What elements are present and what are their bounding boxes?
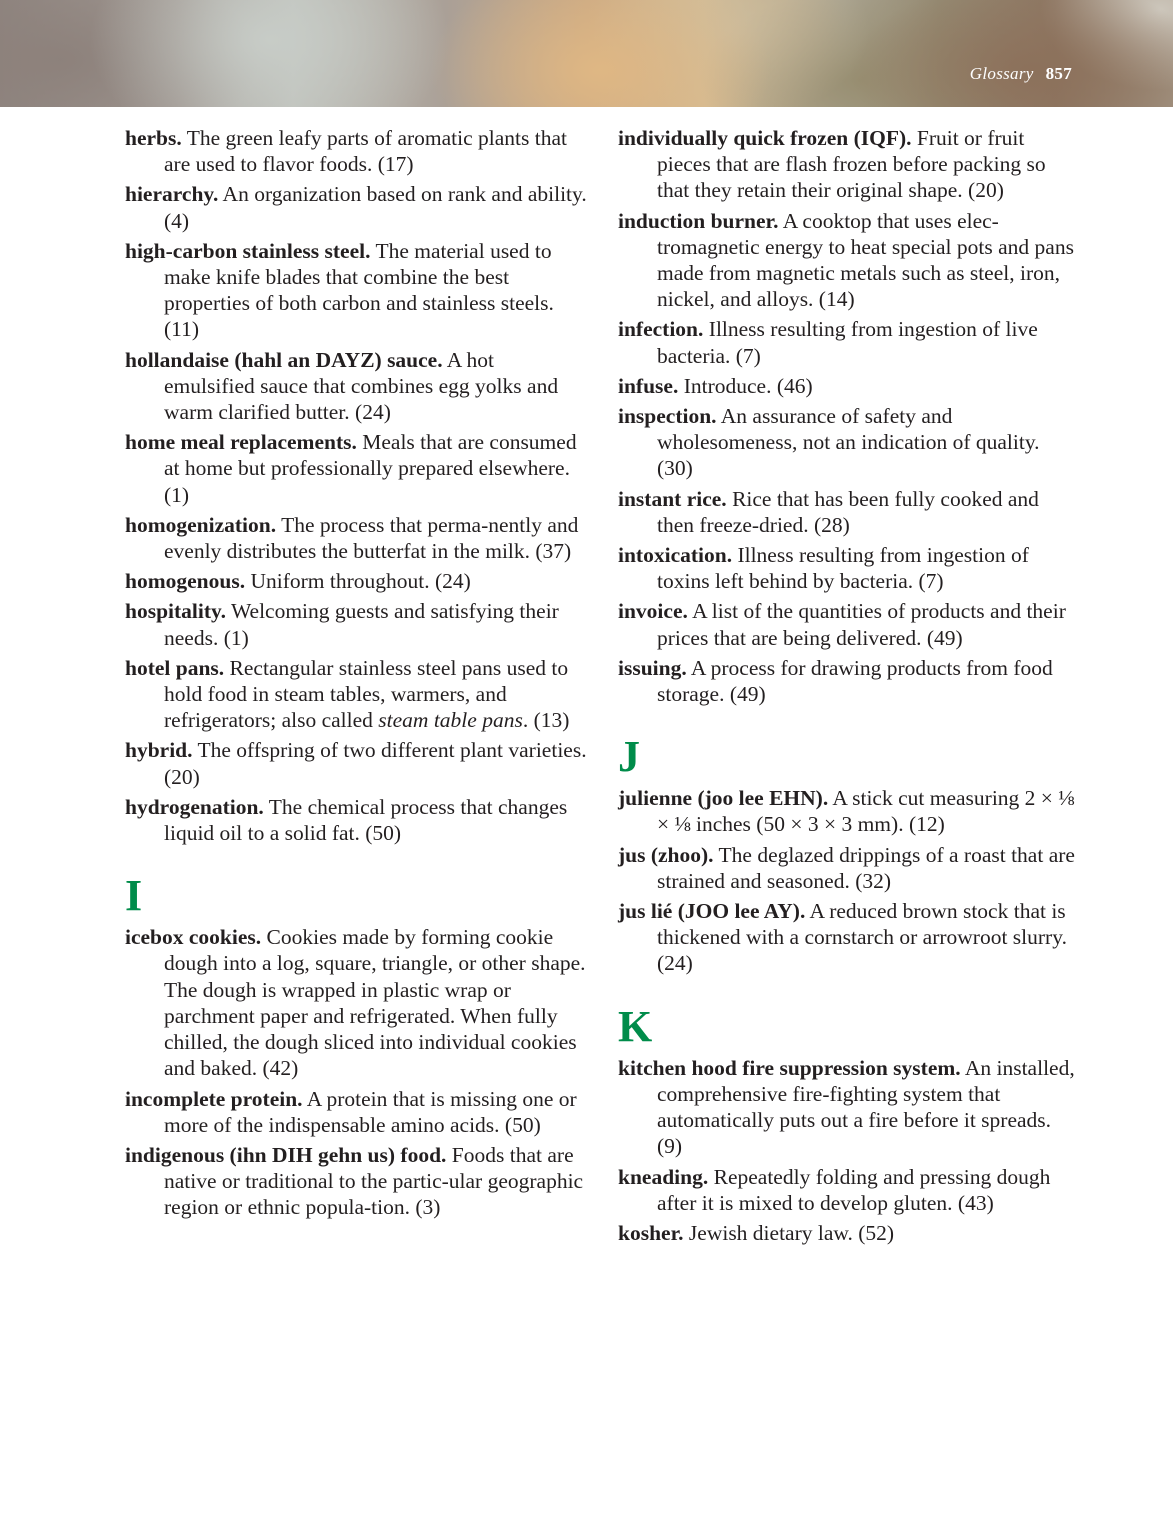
glossary-column-left — [125, 125, 590, 1225]
term: inspection. — [618, 404, 717, 429]
definition: Cookies made by forming cookie dough into a log, square, triangle, or other shape. The dough is wrapped in plastic wrap or parchment paper and refrigerated. When fully chilled, the dough sliced into individual cookies and baked. (42) — [164, 925, 586, 1081]
glossary-entry-herbs — [125, 125, 590, 177]
term: instant rice. — [618, 486, 727, 511]
term: intoxication. — [618, 543, 733, 568]
definition: The process that perma-nently and evenly distributes the butterfat in the milk. (37) — [164, 512, 579, 564]
term: hydrogenation. — [125, 794, 264, 819]
definition: The chemical process that changes liquid oil to a solid fat. (50) — [164, 794, 568, 846]
definition: A hot emulsified sauce that combines egg yolks and warm clarified butter. (24) — [164, 347, 559, 425]
term: incomplete protein. — [125, 1086, 303, 1111]
section-letter-k: K — [618, 1001, 653, 1051]
definition: A stick cut measuring 2 × ⅛ × ⅛ inches (50 × 3 × 3 mm). (12) — [657, 786, 1075, 837]
page-number: 857 — [1045, 64, 1072, 83]
definition: The deglazed drippings of a roast that are strained and seasoned. (32) — [657, 842, 1075, 893]
definition: A list of the quantities of products and their prices that are being delivered. (49) — [657, 599, 1066, 650]
term: hotel pans. — [125, 655, 225, 680]
glossary-column-right — [618, 125, 1078, 1250]
definition: Repeatedly folding and pressing dough after it is mixed to develop gluten. (43) — [657, 1164, 1051, 1215]
glossary-entry-homogenization — [125, 512, 590, 564]
term: invoice. — [618, 599, 688, 624]
glossary-entry-infection — [618, 316, 1078, 368]
section-title: Glossary — [969, 64, 1034, 83]
glossary-entry-hybrid — [125, 737, 590, 789]
glossary-entry-kitchen-hood-fire-suppression-system — [618, 1055, 1078, 1160]
definition: A reduced brown stock that is thickened with a cornstarch or arrowroot slurry. (24) — [657, 899, 1067, 976]
glossary-entry-kosher — [618, 1220, 1078, 1246]
glossary-entry-iqf — [618, 125, 1078, 204]
glossary-entry-invoice — [618, 598, 1078, 650]
glossary-entry-home-meal-replacements — [125, 429, 590, 508]
term: jus lié (JOO lee AY). — [618, 899, 806, 924]
running-head — [970, 64, 1072, 84]
definition: Foods that are native or traditional to the partic-ular geographic region or ethnic popula-tion. (3) — [164, 1142, 584, 1220]
definition: The green leafy parts of aromatic plants that are used to flavor foods. (17) — [164, 126, 568, 177]
glossary-entry-hollandaise-sauce — [125, 347, 590, 426]
term: kitchen hood fire suppression system. — [618, 1055, 961, 1080]
glossary-entry-issuing — [618, 655, 1078, 707]
glossary-entry-icebox-cookies — [125, 924, 590, 1081]
definition: An assurance of safety and wholesomeness, not an indication of quality. (30) — [657, 404, 1040, 481]
term: indigenous (ihn DIH gehn us) food. — [125, 1142, 447, 1167]
definition: Fruit or fruit pieces that are flash frozen before packing so that they retain their original shape. (20) — [657, 126, 1046, 203]
glossary-entry-instant-rice — [618, 486, 1078, 538]
glossary-entry-intoxication — [618, 542, 1078, 594]
term: high-carbon stainless steel. — [125, 238, 371, 263]
definition-end: . (13) — [522, 708, 570, 733]
term: individually quick frozen (IQF). — [618, 126, 912, 150]
glossary-entry-induction-burner — [618, 208, 1078, 313]
definition: Welcoming guests and satisfying their needs. (1) — [164, 599, 559, 650]
section-letter-j: J — [618, 732, 640, 782]
term: hierarchy. — [125, 182, 219, 207]
term: infuse. — [618, 373, 679, 398]
glossary-entry-hospitality — [125, 598, 590, 650]
glossary-entry-hotel-pans — [125, 655, 590, 734]
definition: A process for drawing products from food storage. (49) — [657, 655, 1053, 707]
definition: An installed, comprehensive fire-fighting system that automatically puts out a fire before it spreads. (9) — [657, 1055, 1075, 1159]
term: herbs. — [125, 126, 182, 150]
glossary-entry-hydrogenation — [125, 794, 590, 846]
glossary-entry-infuse — [618, 373, 1078, 399]
term: homogenization. — [125, 512, 277, 537]
term: icebox cookies. — [125, 925, 262, 950]
definition: Introduce. (46) — [678, 373, 813, 398]
glossary-entry-incomplete-protein — [125, 1086, 590, 1138]
definition: Rectangular stainless steel pans used to hold food in steam tables, warmers, and refrigerators; also called — [164, 655, 569, 733]
glossary-entry-indigenous-food — [125, 1142, 590, 1221]
section-letter-i: I — [125, 871, 143, 921]
term: jus (zhoo). — [618, 842, 714, 867]
term: induction burner. — [618, 208, 779, 233]
glossary-entry-julienne — [618, 785, 1078, 837]
definition: Meals that are consumed at home but professionally prepared elsewhere. (1) — [164, 430, 577, 507]
term: home meal replacements. — [125, 430, 357, 455]
definition: Uniform throughout. (24) — [245, 569, 471, 594]
glossary-entry-high-carbon-stainless-steel — [125, 238, 590, 343]
term: issuing. — [618, 655, 687, 680]
definition: Illness resulting from ingestion of toxins left behind by bacteria. (7) — [657, 543, 1029, 594]
glossary-entry-hierarchy — [125, 181, 590, 233]
term: julienne (joo lee EHN). — [618, 786, 829, 811]
glossary-entry-kneading — [618, 1164, 1078, 1216]
term: hybrid. — [125, 738, 193, 763]
term: infection. — [618, 317, 704, 342]
definition: Rice that has been fully cooked and then freeze-dried. (28) — [657, 486, 1039, 537]
definition: Jewish dietary law. (52) — [683, 1220, 895, 1245]
definition: A cooktop that uses elec-tromagnetic energy to heat special pots and pans made from magnetic metals such as steel, iron, nickel, and alloys. (14) — [657, 208, 1074, 312]
term: hollandaise (hahl an DAYZ) sauce. — [125, 347, 443, 372]
term: hospitality. — [125, 599, 226, 624]
definition: The offspring of two different plant varieties. (20) — [164, 738, 587, 789]
glossary-entry-inspection — [618, 403, 1078, 482]
definition: A protein that is missing one or more of the indispensable amino acids. (50) — [164, 1086, 577, 1137]
definition-italic: steam table pans — [378, 708, 523, 733]
term: kosher. — [618, 1220, 684, 1245]
term: kneading. — [618, 1164, 709, 1189]
header-photo-band — [0, 0, 1173, 107]
glossary-entry-homogenous — [125, 568, 590, 594]
definition: The material used to make knife blades that combine the best properties of both carbon and stainless steels. (11) — [164, 238, 554, 342]
definition: An organization based on rank and ability. (4) — [164, 182, 587, 233]
definition: Illness resulting from ingestion of live bacteria. (7) — [657, 317, 1038, 368]
term: homogenous. — [125, 569, 246, 594]
glossary-entry-jus-lie — [618, 898, 1078, 977]
glossary-entry-jus — [618, 842, 1078, 894]
